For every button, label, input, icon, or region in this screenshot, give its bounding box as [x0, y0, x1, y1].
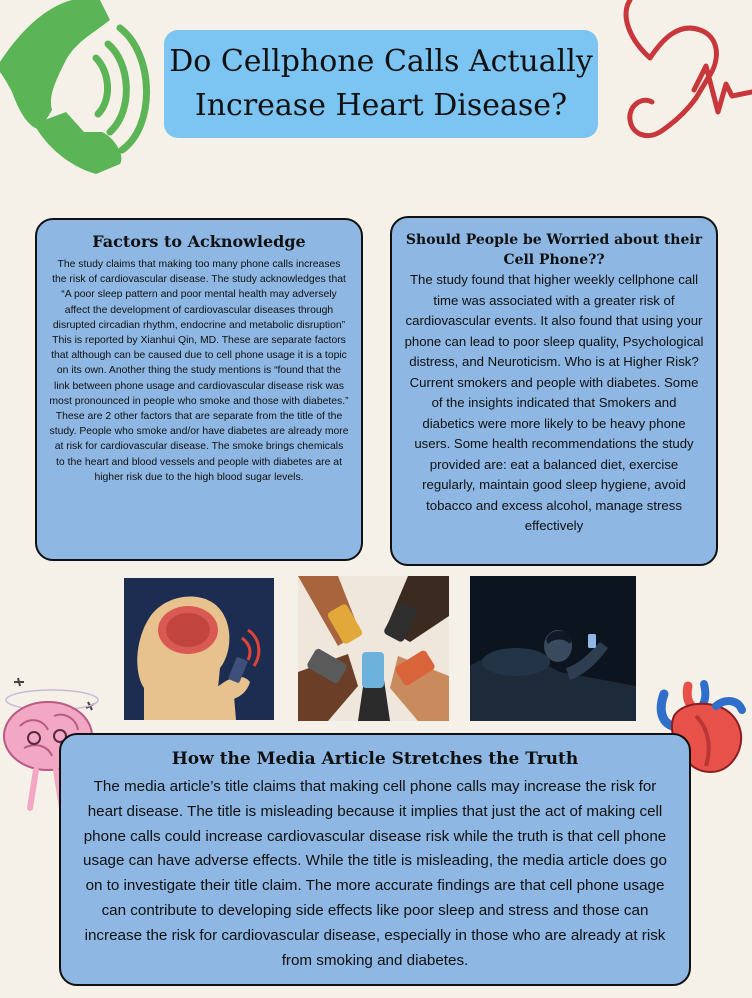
heartbeat-line-icon [590, 0, 752, 160]
page-title [164, 30, 598, 138]
phone-icon [0, 0, 170, 175]
media-heading: How the Media Article Stretches the Truth [171, 749, 579, 769]
worried-card [390, 216, 718, 566]
factors-body: The study claims that making too many phone calls increases the risk of cardiovascular disease. The study acknowledges that “A poor sleep pattern and poor mental health may adversely affect the development of cardiovascular diseases through disrupted circadian rhythm, endocrine and metabolic disruption” This is reported by Xianhui Qin, MD. These are separate factors that although can be caused due to cell phone usage it is a topic on its own. Another thing the study mentions is “found that the link between phone usage and cardiovascular disease risk was most pronounced in people who smoke and those with diabetes.” These are 2 other factors that are separate from the title of the study. People who smoke and/or have diabetes are already more at risk for cardiovascular disease. The smoke brings chemicals to the heart and blood vessels and people with diabetes are at higher risk due to the high blood sugar levels. [49, 259, 349, 483]
factors-heading: Factors to Acknowledge [92, 232, 306, 251]
worried-body: The study found that higher weekly cellphone call time was associated with a greater risk of cardiovascular events. It also found that using your phone can lead to poor sleep quality, Psychological distress, and Neuroticism. Who is at Higher Risk? Current smokers and people with diabetes. Some of the insights indicated that Smokers and diabetics were more likely to be heavy phone users. Some health recommendations the study provided are: eat a balanced diet, exercise regularly, maintain good sleep hygiene, avoid tobacco and excess alcohol, manage stress effectively [404, 272, 704, 533]
hands-phones-photo [298, 576, 449, 721]
title-line-1: Do Cellphone Calls Actually [169, 44, 593, 79]
media-card [59, 733, 691, 986]
media-body: The media article’s title claims that making cell phone calls may increase the risk for heart disease. The title is misleading because it implies that just the act of making cell phone calls could increase cardiovascular disease risk while the truth is that cell phone usage can have adverse effects. While the title is misleading, the media article does go on to investigate their title claim. The more accurate findings are that cell phone usage can contribute to developing side effects like poor sleep and stress and those can increase the risk for cardiovascular disease, especially in those who are already at risk from smoking and diabetes. [83, 778, 667, 969]
worried-heading: Should People be Worried about their Cell Phone?? [405, 232, 703, 268]
factors-card [35, 218, 363, 561]
title-line-2: Increase Heart Disease? [194, 88, 568, 123]
bed-phone-photo [470, 576, 636, 721]
brain-phone-photo [124, 578, 274, 720]
